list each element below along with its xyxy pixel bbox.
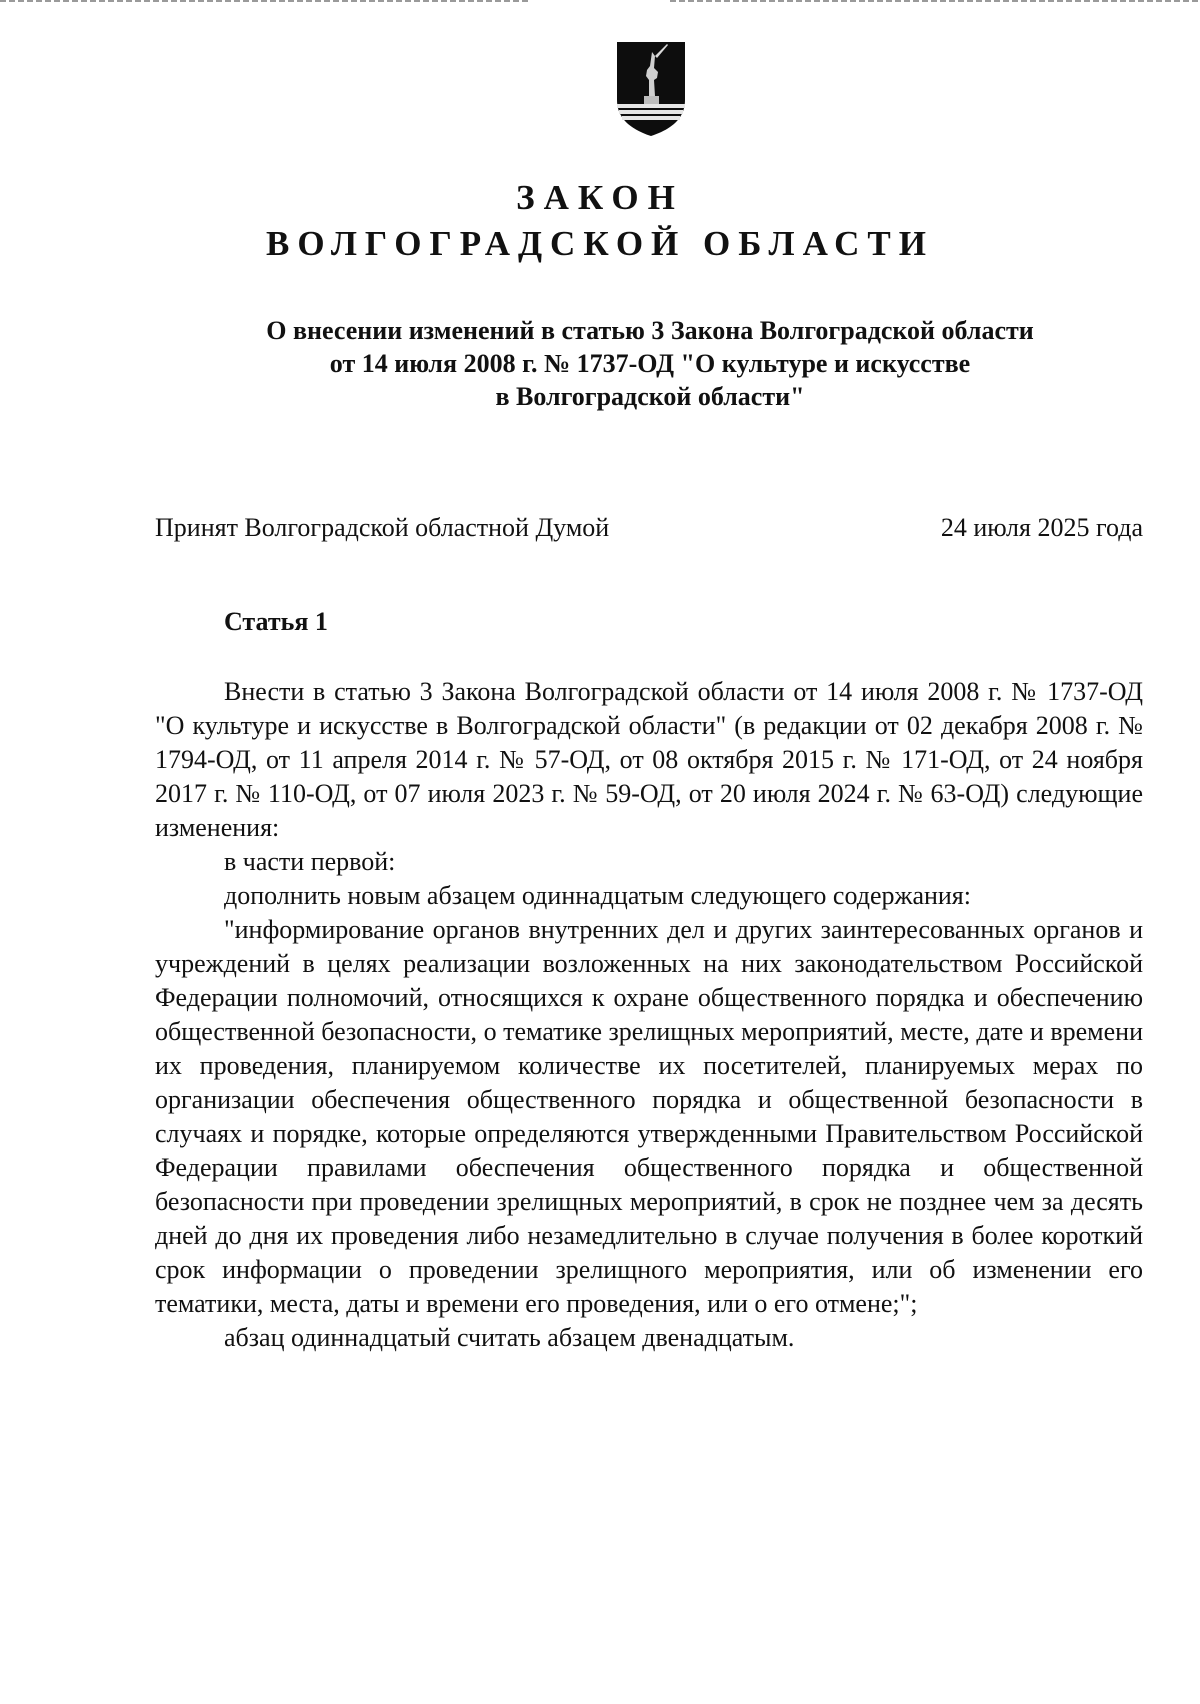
scan-edge-left bbox=[0, 0, 530, 2]
subtitle-line: от 14 июля 2008 г. № 1737-ОД "О культуре и искусстве bbox=[329, 349, 971, 378]
article-body bbox=[155, 675, 1143, 1355]
body-paragraph: "информирование органов внутренних дел и других заинтересованных органов и учреждений в целях реализации возложенных на них законодательством Российской Федерации полномочий, относящихся к охране общественного порядка и обеспечению общественной безопасности, о тематике зрелищных мероприятий, месте, дате и времени их проведения, планируемом количестве их посетителей, планируемых мерах по организации обеспечения общественного порядка и общественной безопасности в случаях и порядке, которые определяются утвержденными Правительством Российской Федерации правилами обеспечения общественного порядка и общественной безопасности при проведении зрелищных мероприятий, в срок не позднее чем за десять дней до дня их проведения либо незамедлительно в случае получения в более короткий срок информации о проведении зрелищного мероприятия, или об изменении его тематики, места, даты и времени его проведения, или о его отмене;"; bbox=[155, 915, 1143, 1318]
adoption-info bbox=[155, 513, 1143, 543]
body-paragraph: в части первой: bbox=[224, 847, 396, 876]
document-title: ЗАКОН bbox=[516, 178, 684, 217]
subtitle-line: в Волгоградской области" bbox=[495, 382, 805, 411]
subtitle-line: О внесении изменений в статью 3 Закона Волгоградской области bbox=[266, 316, 1034, 345]
article-heading: Статья 1 bbox=[224, 607, 328, 636]
document-title-region: ВОЛГОГРАДСКОЙ ОБЛАСТИ bbox=[266, 224, 934, 263]
coat-of-arms-icon bbox=[611, 38, 691, 138]
law-subtitle bbox=[200, 314, 1100, 413]
scan-edge-right bbox=[670, 0, 1200, 2]
adopted-date: 24 июля 2025 года bbox=[940, 513, 1143, 542]
body-paragraph: Внести в статью 3 Закона Волгоградской области от 14 июля 2008 г. № 1737-ОД "О культуре и искусстве в Волгоградской области" (в редакции от 02 декабря 2008 г. № 1794-ОД, от 11 апреля 2014 г. № 57-ОД, от 08 октября 2015 г. № 171-ОД, от 24 ноября 2017 г. № 110-ОД, от 07 июля 2023 г. № 59-ОД, от 20 июля 2024 г. № 63-ОД) следующие изменения: bbox=[155, 677, 1143, 842]
adopted-by: Принят Волгоградской областной Думой bbox=[155, 513, 610, 542]
body-paragraph: абзац одиннадцатый считать абзацем двенадцатым. bbox=[224, 1323, 795, 1352]
body-paragraph: дополнить новым абзацем одиннадцатым следующего содержания: bbox=[224, 881, 971, 910]
